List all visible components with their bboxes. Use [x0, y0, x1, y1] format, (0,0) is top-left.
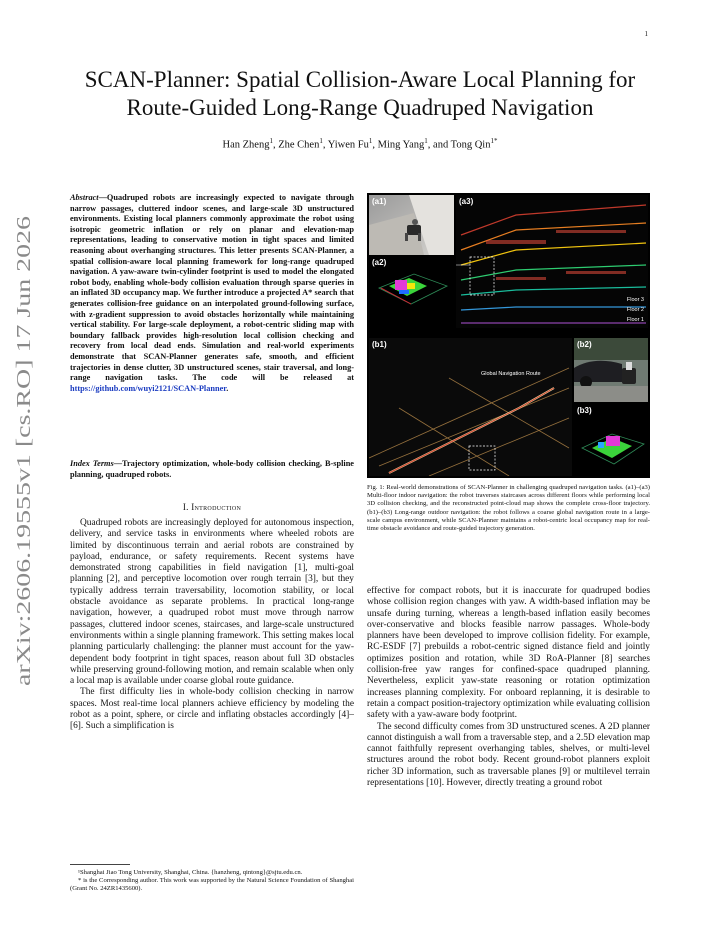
intro-body — [70, 518, 354, 733]
panel-label: (a2) — [372, 258, 387, 267]
abstract-text: —Quadruped robots are increasingly expected to navigate through narrow passages, cluttered indoor scenes, and large-scale 3D unstructured environments. Existing local planners commonly approximate the robot using isotropic geometric inflation or rely on planar and elevation-map representations, leading to conservative motion in tight spaces and limited reasoning about overhanging structures. This letter presents SCAN-Planner, a spatial collision-aware local planning framework for long-range quadruped navigation. A yaw-aware twin-cylinder footprint is used to model the elongated robot body, enabling whole-body collision evaluation through sparse queries in an inflated 3D occupancy map. We further introduce a projected A* search that generates collision-free guidance on an interpolated ground-following surface, with z-gradient suppression to avoid obstacles horizontally while maintaining vertical stability. For large-scale deployment, a robot-centric sliding map with boundary fallback provides high-resolution local collision checking and recovery from local dead ends. Simulation and real-world experiments demonstrate that SCAN-Planner generates safe, smooth, and efficient trajectories in dense clutter, 3D unstructured scenes, stair traversal, and long-range navigation tasks. The code will be released at — [70, 193, 354, 383]
affiliation-mark: 1 — [319, 137, 323, 145]
paragraph: effective for compact robots, but it is inaccurate for quadruped bodies whose collision region changes with yaw. A width-based inflation may be unsafe during turning, whereas a length-based inflation easily becomes over-conservative and blocks feasible narrow passages. Whole-body planners have been developed to improve collision fidelity. For example, RC-ESDF [7] prebuilds a robot-centric signed distance field and jointly optimizes position and rotation, while 3D RoA-Planner [8] searches collision-free yaw ranges for confined-space quadruped planning. Nevertheless, explicit yaw-state reasoning or rotation optimization increases planning complexity. For onboard replanning, it is desirable to retain a compact position-trajectory optimization while evaluating collision safety with a yaw-aware body footprint. — [367, 586, 650, 721]
panel-a3 — [456, 195, 648, 328]
panel-label: (a1) — [372, 197, 387, 206]
figure-caption: Fig. 1: Real-world demonstrations of SCAN-Planner in challenging quadruped navigation tasks. (a1)–(a3) Multi-floor indoor navigation: the robot traverses staircases across different floors while performing local 3D collision checking, and the reconstructed point-cloud map shows the complete cross-floor trajectory. (b1)–(b3) Long-range outdoor navigation: the robot follows a coarse global navigation route in a large-scale campus environment, while SCAN-Planner maintains a robot-centric local occupancy map for real-time obstacle avoidance and route-guided trajectory generation. — [367, 484, 650, 533]
abstract-label: Abstract — [70, 193, 99, 202]
index-terms-label: Index Terms — [70, 459, 114, 468]
index-terms — [70, 459, 354, 480]
route-label: Global Navigation Route — [481, 371, 541, 377]
figure-1 — [367, 193, 650, 478]
panel-b1 — [369, 338, 572, 476]
arxiv-watermark — [2, 208, 42, 688]
footnotes — [70, 869, 354, 893]
panel-label: (b2) — [577, 340, 592, 349]
abstract: Abstract—Quadruped robots are increasingly expected to navigate through narrow passages, cluttered indoor scenes, and large-scale 3D unstructured environments. Existing local planners commonly approximate the robot using isotropic geometric inflation or rely on planar and elevation-map representations, leading to conservative motion in tight spaces and limited reasoning about overhanging structures. This letter presents SCAN-Planner, a spatial collision-aware local planning framework for long-range quadruped navigation. A yaw-aware twin-cylinder footprint is used to model the elongated robot body, enabling whole-body collision evaluation through sparse queries in an inflated 3D occupancy map. We further introduce a projected A* search that generates collision-free guidance on an interpolated ground-following surface, with z-gradient suppression to avoid obstacles horizontally while maintaining vertical stability. For large-scale deployment, a robot-centric sliding map with boundary fallback provides high-resolution local collision checking and recovery from local dead ends. Simulation and real-world experiments demonstrate that SCAN-Planner generates safe, smooth, and efficient trajectories in dense clutter, 3D unstructured scenes, stair traversal, and long-range navigation tasks. The code will be released at https://github.com/wuyi2121/SCAN-Planner. — [70, 193, 354, 393]
panel-label: (b3) — [577, 406, 592, 415]
title-line-1: SCAN-Planner: Spatial Collision-Aware Local Planning for — [84, 67, 636, 92]
section-title: Introduction — [191, 502, 242, 512]
multi-floor-point-cloud — [456, 195, 648, 328]
panel-b3 — [574, 404, 648, 476]
right-column-body — [367, 586, 650, 789]
paragraph: The second difficulty comes from 3D unstructured scenes. A 2D planner cannot distinguish a wall from a traversable step, and a 2.5D elevation map cannot faithfully represent overhanging tables, shelves, or multi-level structures around the robot body. Recent ground-robot planners exploit richer 3D information, such as traversable planes [9] or multilevel terrain representations [10]. However, directly treating a ground robot — [367, 721, 650, 789]
author: Ming Yang — [377, 139, 425, 151]
panel-a2 — [369, 256, 454, 316]
floor-label: Floor 3 — [626, 297, 644, 303]
footnote-rule — [70, 864, 130, 865]
panel-a1 — [369, 195, 454, 255]
author-list: Han Zheng$^1$, Zhe Chen$^1$, Yiwen Fu$^1$, Ming Yang$^1$, and Tong Qin$^{1*}$ — [222, 137, 498, 151]
panel-label: (b1) — [372, 340, 387, 349]
author: Zhe Chen — [278, 139, 320, 151]
index-terms-text: —Trajectory optimization, whole-body collision checking, B-spline planning, quadruped robots. — [70, 459, 354, 479]
footnote-affiliation: ¹Shanghai Jiao Tong University, Shanghai, China. {hanzheng, qintong}@sjtu.edu.cn. — [78, 869, 303, 876]
affiliation-mark: 1* — [490, 137, 498, 145]
paper-title — [60, 66, 660, 122]
affiliation-mark: 1 — [269, 137, 273, 145]
panel-b2 — [574, 338, 648, 402]
floor-label: Floor 2 — [626, 307, 644, 313]
paragraph: Quadruped robots are increasingly deployed for autonomous inspection, delivery, and service tasks in environments where wheeled robots are limited by discontinuous terrain and aerial robots are constrained by payload, endurance, or safety requirements. Recent systems have demonstrated strong capabilities in field navigation [1], multi-goal planning [2], and perceptive locomotion over rough terrain [3], but they typically address terrain traversability, locomotion stability, or local obstacle avoidance as separate problems. In practical long-range navigation, however, a quadruped robot must move through narrow passages, cluttered indoor scenes, staircases, and large-scale unstructured environments within a single planning framework. This setting makes local planning particularly challenging: the planner must account for the yaw-dependent body footprint in tight spaces, reason about full 3D obstacles while preserving ground-following motion, and remain scalable when only a local map is available under coarse global route guidance. — [70, 518, 354, 687]
affiliation-mark: 1 — [424, 137, 428, 145]
author: Tong Qin — [450, 139, 491, 151]
title-line-2: Route-Guided Long-Range Quadruped Navigation — [126, 95, 594, 120]
author: Yiwen Fu — [327, 139, 369, 151]
paragraph: The first difficulty lies in whole-body collision checking in narrow spaces. Most real-time local planners achieve efficiency by modeling the robot as a point, sphere, or circle and inflating obstacles accordingly [4]–[6]. Such a simplification is — [70, 687, 354, 732]
arxiv-id-text: arXiv:2606.19555v1 [cs.RO] 17 Jun 2026 — [13, 349, 35, 686]
floor-labels — [627, 295, 644, 325]
affiliation-mark: 1 — [368, 137, 373, 145]
section-heading — [70, 502, 354, 512]
code-link[interactable]: https://github.com/wuyi2121/SCAN-Planner — [70, 383, 227, 393]
footnote-corresponding: * is the Corresponding author. This work was supported by the Natural Science Foundation of Shanghai (Grant No. 24ZR1435600). — [70, 877, 354, 892]
floor-label: Floor 1 — [626, 317, 644, 323]
campus-route-map — [369, 338, 572, 476]
panel-label: (a3) — [459, 197, 474, 206]
page-number: 1 — [644, 30, 648, 38]
author: Han Zheng — [222, 139, 270, 151]
section-numeral: I. — [182, 502, 189, 512]
